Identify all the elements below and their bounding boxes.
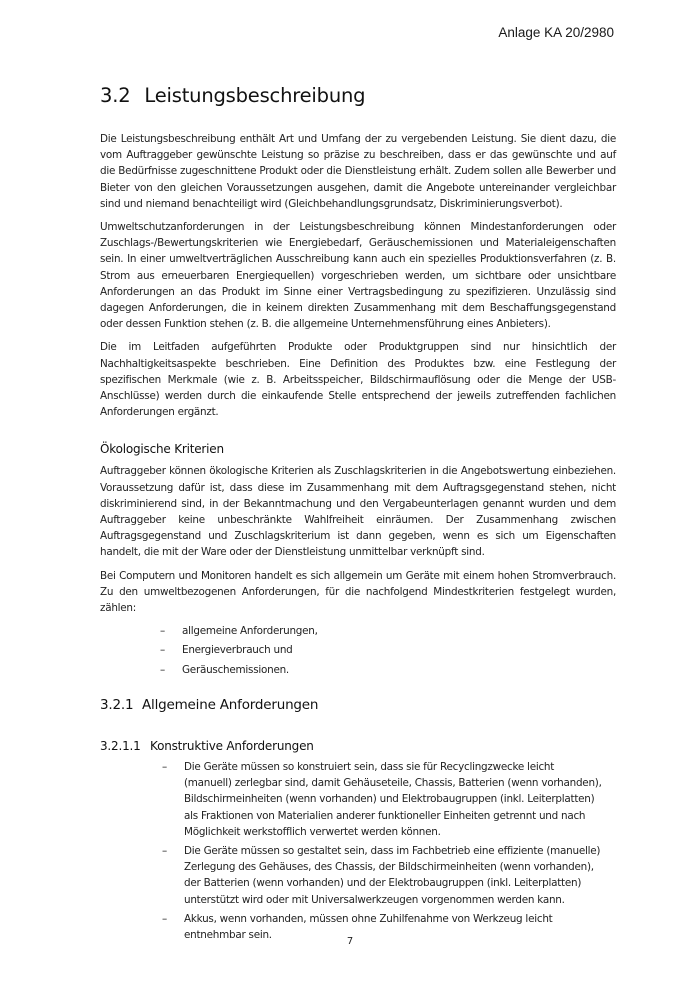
document-reference: Anlage KA 20/2980 — [498, 25, 614, 40]
paragraph-products: Die im Leitfaden aufgeführten Produkte oder Produktgruppen sind nur hinsichtlich der Nachhaltigkeitsaspekte beschrieben. Eine Definition des Produktes bzw. eine Festlegung der spezifischen Merkmale (wie z. B. Arbeitsspeicher, Bildschirmauflösung oder die Menge der USB-Anschlüsse) werden durch die einkaufende Stelle entsprechend der jeweils zutreffenden fachlichen Anforderungen ergänzt. — [100, 341, 616, 419]
paragraph-eco-devices: Bei Computern und Monitoren handelt es sich allgemein um Geräte mit einem hohen Stromverbrauch. Zu den umweltbezogenen Anforderungen, für die nachfolgend Mindestkriterien festgelegt wurden, zählen: — [100, 569, 616, 615]
list-item: – Geräuschemissionen. — [160, 662, 616, 678]
dash-bullet: – — [160, 625, 165, 638]
dash-bullet: – — [162, 760, 167, 773]
eco-list — [100, 623, 616, 678]
subsection-heading — [100, 697, 616, 713]
subsubsection-heading — [100, 739, 616, 753]
section-title: Leistungsbeschreibung — [144, 84, 366, 107]
eco-heading: Ökologische Kriterien — [100, 442, 224, 457]
dash-bullet: – — [160, 644, 165, 657]
list-item: – Akkus, wenn vorhanden, müssen ohne Zuhilfenahme von Werkzeug leicht entnehmbar sein. — [162, 912, 553, 941]
list-item: – Die Geräte müssen so konstruiert sein, dass sie für Recyclingzwecke leicht (manuell) zerlegbar sind, damit Gehäuseteile, Chassis, Batterien (wenn vorhanden), Bildschirmeinheiten (wenn vorhanden) und Elektrobaugruppen (inkl. Leiterplatten) als Fraktionen von Materialien anderer funktioneller Einheiten getrennt und nach Möglichkeit werkstofflich verwertet werden können. — [162, 760, 602, 838]
requirements-list — [100, 759, 602, 943]
paragraph-intro: Die Leistungsbeschreibung enthält Art und Umfang der zu vergebenden Leistung. Sie dient dazu, die vom Auftraggeber gewünschte Leistung so präzise zu beschreiben, dass er das gewünschte und auf die Bedürfnisse zugeschnittene Produkt oder die Dienstleistung erhält. Zudem sollen alle Bewerber und Bieter von den gleichen Voraussetzungen ausgehen, damit die Angebote untereinander vergleichbar sind und niemand benachteiligt wird (Gleichbehandlungsgrundsatz, Diskriminierungsverbot). — [100, 133, 616, 210]
paragraph-eco-criteria: Auftraggeber können ökologische Kriterien als Zuschlagskriterien in die Angebotswertung einbeziehen. Voraussetzung dafür ist, dass diese im Zusammenhang mit dem Auftragsgegenstand stehen, nicht diskriminierend sind, in der Bekanntmachung und den Vergabeunterlagen genannt wurden und dem Auftraggeber keine unbeschränkte Wahlfreiheit einräumen. Der Zusammenhang zwischen Auftragsgegenstand und Zuschlagskriterium ist dann gegeben, wenn es sich um Eigenschaften handelt, die mit der Ware oder der Dienstleistung unmittelbar verknüpft sind. — [100, 465, 616, 559]
list-item: – Energieverbrauch und — [160, 642, 616, 658]
list-item: – Die Geräte müssen so gestaltet sein, dass im Fachbetrieb eine effiziente (manuelle) Zerlegung des Gehäuses, des Chassis, der Bildschirmeinheiten (wenn vorhanden), der Batterien (wenn vorhanden) und der Elektrobaugruppen (inkl. Leiterplatten) unterstützt wird oder mit Universalwerkzeugen vorgenommen werden kann. — [162, 844, 601, 906]
dash-bullet: – — [162, 912, 167, 925]
subsection-number: 3.2.1 — [100, 696, 134, 713]
section-heading — [100, 84, 616, 107]
subsubsection-title: Konstruktive Anforderungen — [150, 738, 314, 753]
page-content — [100, 84, 616, 946]
subsubsection-number: 3.2.1.1 — [100, 738, 141, 753]
list-item: – allgemeine Anforderungen, — [160, 623, 616, 639]
section-number: 3.2 — [100, 84, 131, 107]
dash-bullet: – — [160, 663, 165, 676]
dash-bullet: – — [162, 844, 167, 857]
paragraph-environment: Umweltschutzanforderungen in der Leistungsbeschreibung können Mindestanforderungen oder Zuschlags-/Bewertungskriterien wie Energiebedarf, Geräuschemissionen und Materialeigenschaften sein. In einer umweltverträglichen Ausschreibung kann auch ein spezielles Produktionsverfahren (z. B. Strom aus erneuerbaren Energiequellen) vorgeschrieben werden, um sichtbare oder unsichtbare Anforderungen an das Produkt im Sinne einer Vertragsbedingung zu spezifizieren. Unzulässig sind dagegen Anforderungen, die in keinem direkten Zusammenhang mit dem Beschaffungsgegenstand oder dessen Funktion stehen (z. B. die allgemeine Unternehmensführung eines Anbieters). — [100, 221, 616, 331]
page-number: 7 — [346, 936, 354, 947]
subsection-title: Allgemeine Anforderungen — [142, 696, 319, 713]
